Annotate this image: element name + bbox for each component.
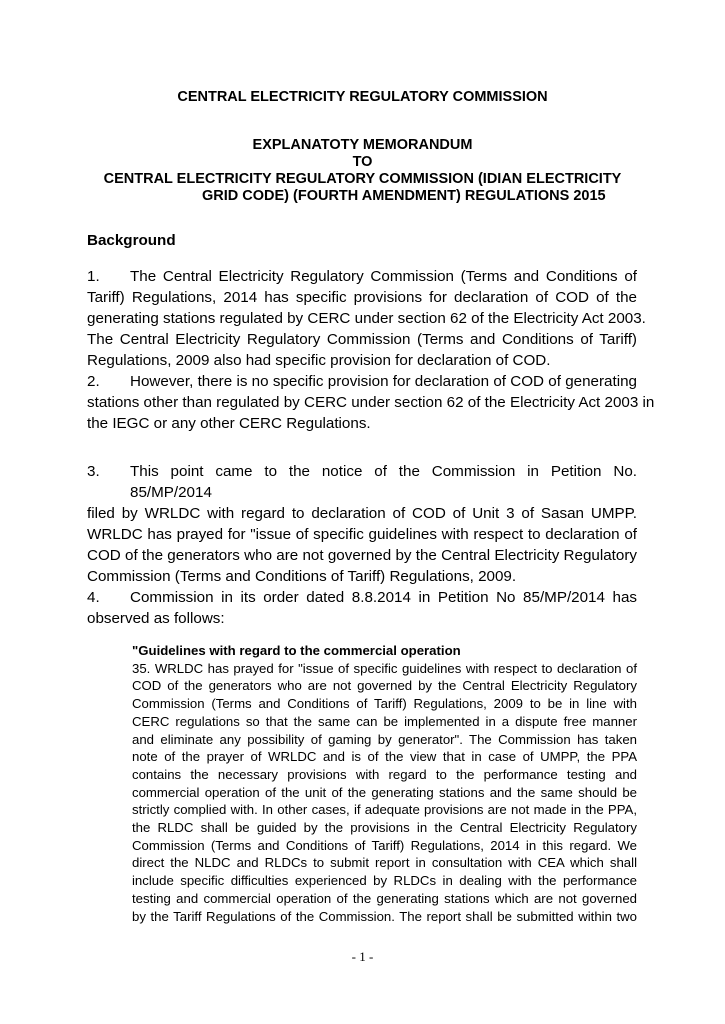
quote-line: and eliminate any possibility of gaming by generator". The Commission has taken (132, 731, 637, 747)
paragraph-line (87, 371, 637, 392)
paragraph-line: The Central Electricity Regulatory Commission (Terms and Conditions of Tariff) (87, 331, 637, 348)
paragraph-line (87, 587, 637, 608)
quote-line: commercial operation of the unit of the generating stations and the same should be (132, 784, 637, 800)
paragraph-line (87, 266, 637, 287)
paragraph-number: 1. (87, 268, 100, 285)
quote-line: direct the NLDC and RLDCs to submit report in consultation with CEA which shall (132, 855, 637, 871)
quote-heading: "Guidelines with regard to the commercial operation (132, 643, 461, 658)
paragraph-text: However, there is no specific provision for declaration of COD of generating (130, 373, 637, 390)
paragraph-3 (87, 461, 637, 587)
paragraph-line: filed by WRLDC with regard to declaration of COD of Unit 3 of Sasan UMPP. (87, 505, 637, 522)
quote-line: include specific difficulties experienced by RLDCs in dealing with the performance (132, 873, 637, 889)
paragraph-line: generating stations regulated by CERC under section 62 of the Electricity Act 2003. (87, 310, 646, 327)
paragraph-4 (87, 587, 637, 629)
paragraph-text: The Central Electricity Regulatory Commission (Terms and Conditions of (130, 268, 637, 285)
regulation-title-line1: CENTRAL ELECTRICITY REGULATORY COMMISSION (IDIAN ELECTRICITY (103, 171, 622, 187)
paragraph-text: This point came to the notice of the Commission in Petition No. 85/MP/2014 (130, 463, 637, 501)
paragraph-line: Regulations, 2009 also had specific provision for declaration of COD. (87, 352, 551, 369)
paragraph-line: the IEGC or any other CERC Regulations. (87, 415, 371, 432)
org-title: CENTRAL ELECTRICITY REGULATORY COMMISSION (177, 89, 548, 105)
quote-line: CERC regulations so that the same can be implemented in a dispute free manner (132, 713, 637, 729)
paragraph-text: Commission in its order dated 8.8.2014 in Petition No 85/MP/2014 has (130, 589, 637, 606)
paragraph-line: WRLDC has prayed for "issue of specific guidelines with respect to declaration of (87, 526, 637, 543)
quote-line: Commission (Terms and Conditions of Tariff) Regulations, 2014 in this regard. We (132, 837, 637, 853)
quote-line: note of the prayer of WRLDC and is of the view that in case of UMPP, the PPA (132, 749, 637, 765)
quote-line: testing and commercial operation of the generating stations which are not governed (132, 890, 637, 906)
quote-line: strictly complied with. In other cases, if adequate provisions are not made in the PPA, (132, 802, 637, 818)
paragraph-line: COD of the generators who are not governed by the Central Electricity Regulatory (87, 547, 637, 564)
paragraph-2 (87, 371, 655, 434)
quote-line: 35. WRLDC has prayed for "issue of specific guidelines with respect to declaration of (132, 660, 637, 676)
quote-line: by the Tariff Regulations of the Commission. The report shall be submitted within two (132, 908, 637, 924)
paragraph-1 (87, 266, 646, 371)
paragraph-number: 2. (87, 373, 100, 390)
quote-line: COD of the generators who are not governed by the Central Electricity Regulatory (132, 678, 637, 694)
paragraph-number: 4. (87, 589, 100, 606)
memo-to: TO (352, 154, 373, 170)
paragraph-line: Commission (Terms and Conditions of Tariff) Regulations, 2009. (87, 568, 517, 585)
page-number: - 1 - (351, 949, 374, 964)
section-heading: Background (87, 232, 176, 249)
quoted-order-excerpt (132, 642, 637, 925)
paragraph-line: observed as follows: (87, 610, 225, 627)
paragraph-number: 3. (87, 463, 100, 480)
quote-line: Commission (Terms and Conditions of Tariff) Regulations, 2009 to be in line with (132, 696, 637, 712)
paragraph-line (87, 461, 637, 503)
quote-line: contains the necessary provisions with regard to the performance testing and (132, 766, 637, 782)
regulation-title-line2: GRID CODE) (FOURTH AMENDMENT) REGULATIONS 2015 (202, 188, 606, 204)
paragraph-line: stations other than regulated by CERC under section 62 of the Electricity Act 2003 in (87, 394, 655, 411)
paragraph-line: Tariff) Regulations, 2014 has specific provisions for declaration of COD of the (87, 289, 637, 306)
quote-line: the RLDC shall be guided by the provisions in the Central Electricity Regulatory (132, 820, 637, 836)
memo-title: EXPLANATOTY MEMORANDUM (252, 137, 473, 153)
